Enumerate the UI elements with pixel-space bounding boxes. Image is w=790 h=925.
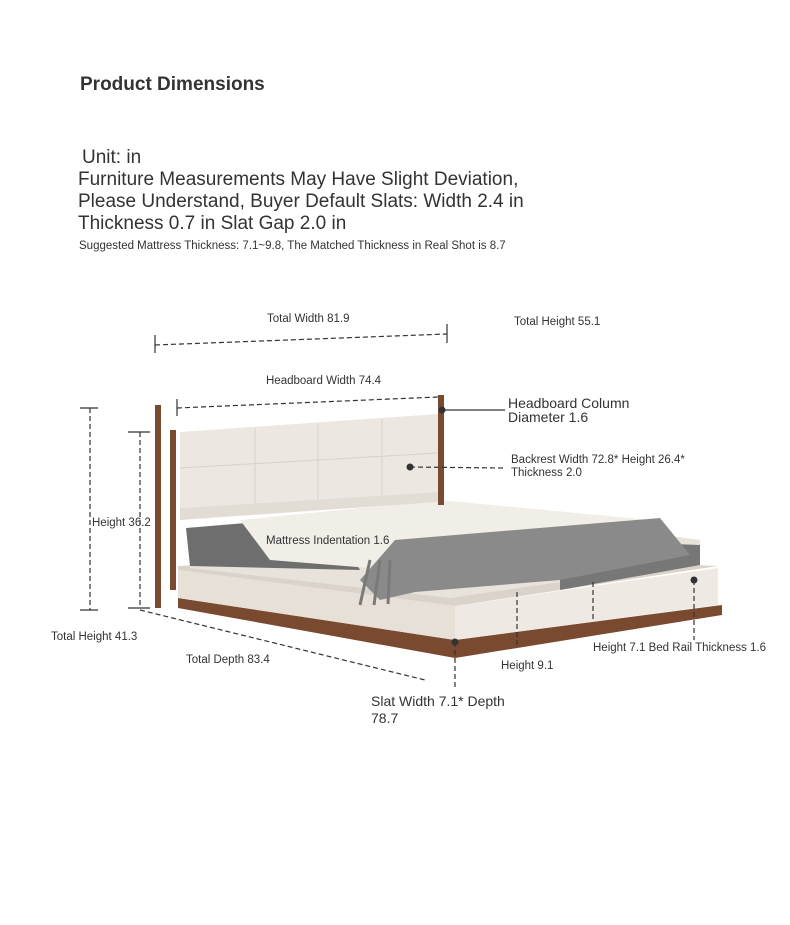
total-width-line [155, 334, 447, 345]
total-depth-label: Total Depth 83.4 [186, 654, 270, 666]
bed-rail-label: Height 7.1 Bed Rail Thickness 1.6 [593, 642, 767, 654]
left-post-inner [170, 430, 176, 590]
headboard-column-line-1: Headboard Column [508, 395, 630, 411]
unit-label: Unit: in [82, 147, 142, 168]
backrest-label [511, 454, 685, 480]
headboard-column-line-2: Diameter 1.6 [508, 409, 589, 425]
slat-label [371, 693, 505, 727]
total-height-top-label: Total Height 55.1 [514, 316, 601, 328]
rail-marker [691, 577, 698, 584]
backrest-line-2: Thickness 2.0 [511, 467, 582, 479]
total-height-bottom-label: Total Height 41.3 [51, 631, 138, 643]
slat-marker [452, 639, 459, 646]
height-rail-label: Height 9.1 [501, 660, 554, 672]
total-width-label: Total Width 81.9 [267, 313, 350, 325]
left-post [155, 405, 161, 608]
note-line-3: Thickness 0.7 in Slat Gap 2.0 in [78, 213, 347, 234]
backrest-line-1: Backrest Width 72.8* Height 26.4* [511, 454, 685, 466]
height-side-label: Height 36.2 [92, 517, 151, 529]
mattress-indentation-label: Mattress Indentation 1.6 [266, 535, 390, 547]
page-title: Product Dimensions [80, 74, 265, 95]
headboard-width-label: Headboard Width 74.4 [266, 375, 382, 387]
column-marker [439, 407, 446, 414]
note-line-2: Please Understand, Buyer Default Slats: Width 2.4 in [78, 191, 524, 212]
slat-line-1: Slat Width 7.1* Depth [371, 693, 505, 709]
note-line-1: Furniture Measurements May Have Slight Deviation, [78, 169, 519, 190]
headboard-column-label [508, 396, 629, 424]
mattress-thickness-note: Suggested Mattress Thickness: 7.1~9.8, The Matched Thickness in Real Shot is 8.7 [79, 240, 506, 252]
backrest-marker [407, 464, 414, 471]
slat-line-2: 78.7 [371, 710, 399, 726]
headboard-width-line [177, 397, 438, 408]
